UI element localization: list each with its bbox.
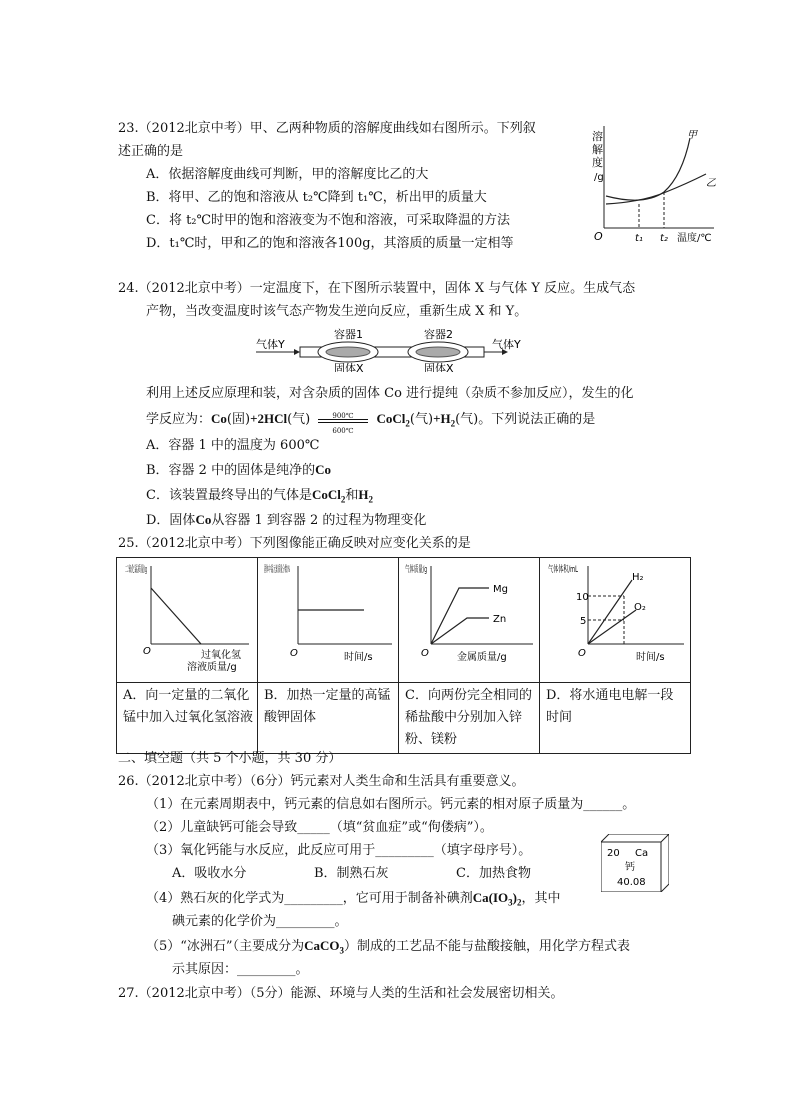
q25-graph-a <box>117 558 257 678</box>
svg-text:Mg: Mg <box>493 584 508 595</box>
q23-option-c: C．将 t₂℃时甲的饱和溶液变为不饱和溶液，可采取降温的方法 <box>146 213 511 228</box>
svg-text:H₂: H₂ <box>632 572 644 583</box>
q24-solid2-label: 固体X <box>424 362 454 372</box>
svg-text:O: O <box>578 648 586 659</box>
svg-text:溶液质量/g: 溶液质量/g <box>187 662 237 673</box>
q24-option-c: C．该装置最终导出的气体是CoCl$_2$和$H_2$ <box>146 487 373 505</box>
q26-part4-line2: 碘元素的化学价为_________。 <box>172 914 348 929</box>
q23-option-d: D．t₁℃时，甲和乙的饱和溶液各100g，其溶质的质量一定相等 <box>146 236 514 251</box>
q25-graph-c-zn-line <box>431 618 489 644</box>
q26-element-symbol: Ca <box>635 848 649 859</box>
q23-option-a: A．依据溶解度曲线可判断，甲的溶解度比乙的大 <box>146 167 429 182</box>
q23-curve-yi-label: 乙 <box>706 178 716 189</box>
svg-text:过氧化氢: 过氧化氢 <box>201 650 241 661</box>
q25-graph-d-h2-line <box>588 580 632 644</box>
svg-text:O₂: O₂ <box>634 602 646 613</box>
svg-text:时间/s: 时间/s <box>636 652 665 663</box>
svg-text:O: O <box>143 646 151 657</box>
q24-gas-out-label: 气体Y <box>492 338 521 351</box>
q25-graph-c <box>399 558 539 678</box>
q23-ylabel-char4: /g <box>594 172 604 183</box>
q26-part3-option-b: B．制熟石灰 <box>314 866 389 881</box>
q25-graph-d-o2-line <box>588 610 636 644</box>
q24-eq-cocl2: CoCl <box>376 411 406 426</box>
q24-eq-co: Co <box>211 411 227 426</box>
svg-text:气体体积/mL: 气体体积/mL <box>548 565 601 575</box>
q24-eq-reversible-arrow: $\frac{900℃}{600℃}$ <box>314 411 372 429</box>
q23-ylabel-char1: 溶 <box>592 130 603 143</box>
q25-graph-a-line <box>151 588 201 644</box>
q25-graph-b <box>258 558 398 678</box>
q26-periodic-table-cell <box>601 834 669 892</box>
svg-text:10: 10 <box>576 592 589 603</box>
q26-stem: 26.（2012北京中考）（6分）钙元素对人类生命和生活具有重要意义。 <box>118 774 525 789</box>
q23-stem-line2: 述正确的是 <box>118 144 184 159</box>
q23-curve-jia-label: 甲 <box>687 130 697 141</box>
q25-caption-d: D．将水通电电解一段时间 <box>540 683 691 754</box>
q25-stem: 25.（2012北京中考）下列图像能正确反映对应变化关系的是 <box>118 536 471 551</box>
q23-option-b: B．将甲、乙的饱和溶液从 t₂℃降到 t₁℃，析出甲的质量大 <box>146 190 487 205</box>
q24-eq-hcl: +2HCl <box>250 411 288 426</box>
q26-part3-option-c: C．加热食物 <box>456 866 531 881</box>
q26-atomic-number: 20 <box>607 848 620 859</box>
q26-part2: （2）儿童缺钙可能会导致_____（填“贫血症”或“佝偻病”）。 <box>146 820 493 835</box>
q25-graph-d <box>540 558 690 678</box>
q24-option-b: B．容器 2 中的固体是纯净的Co <box>146 462 331 478</box>
q24-stem-line2: 产物，当改变温度时该气态产物发生逆向反应，重新生成 X 和 Y。 <box>146 304 528 319</box>
q23-solubility-graph <box>582 124 718 248</box>
q26-part3-option-a: A．吸收水分 <box>172 866 247 881</box>
svg-text:O: O <box>290 648 298 659</box>
q26-part5-line1: （5）“冰洲石”（主要成分为CaCO$_3$）制成的工艺品不能与盐酸接触，用化学方程式表 <box>146 938 630 956</box>
q23-ylabel-char2: 解 <box>592 143 603 156</box>
q24-gas-in-label: 气体Y <box>256 338 285 351</box>
q26-atomic-mass: 40.08 <box>617 877 646 888</box>
q24-stem-line1: 24.（2012北京中考）一定温度下，在下图所示装置中，固体 X 与气体 Y 反应。生成气态 <box>118 281 636 296</box>
q24-container1-label: 容器1 <box>334 328 363 341</box>
q25-caption-b: B．加热一定量的高锰酸钾固体 <box>258 683 399 754</box>
svg-text:固体中锰元素质量分数/%: 固体中锰元素质量分数/% <box>264 565 366 575</box>
q26-part1: （1）在元素周期表中，钙元素的信息如右图所示。钙元素的相对原子质量为______。 <box>146 797 636 812</box>
q27-stem: 27.（2012北京中考）（5分）能源、环境与人类的生活和社会发展密切相关。 <box>118 986 564 1001</box>
q26-part5-line2: 示其原因：_________。 <box>172 962 309 977</box>
q25-table <box>116 557 691 754</box>
q25-caption-a: A．向一定量的二氧化锰中加入过氧化氢溶液 <box>117 683 258 754</box>
svg-text:时间/s: 时间/s <box>344 652 373 663</box>
q24-option-a: A．容器 1 中的温度为 600℃ <box>146 438 320 453</box>
q24-container2-label: 容器2 <box>424 328 453 341</box>
q25-graph-c-mg-line <box>431 588 489 644</box>
q26-part3: （3）氧化钙能与水反应，此反应可用于_________（填字母序号）。 <box>146 843 532 858</box>
q24-apparatus-diagram <box>252 326 542 372</box>
q24-solid2 <box>416 347 460 357</box>
q26-part4-line1: （4）熟石灰的化学式为_________，它可用于制备补碘剂$Ca(IO_3)_2$，其中 <box>146 890 561 908</box>
svg-text:O: O <box>421 648 429 659</box>
q23-curve-jia <box>606 138 690 200</box>
q23-t1-label: t₁ <box>635 233 643 244</box>
svg-text:金属质量/g: 金属质量/g <box>457 652 507 663</box>
svg-text:5: 5 <box>580 616 587 627</box>
q23-stem-line1: 23.（2012北京中考）甲、乙两种物质的溶解度曲线如右图所示。下列叙 <box>118 121 536 136</box>
svg-text:Zn: Zn <box>493 614 507 625</box>
q24-equation-line: 学反应为：Co(固)+2HCl(气) $\frac{900℃}{600℃}$ CoCl$_2$(气)$+H_2$(气)。下列说法正确的是 <box>146 411 596 435</box>
q25-caption-c: C．向两份完全相同的稀盐酸中分别加入锌粉、镁粉 <box>399 683 540 754</box>
q26-element-name: 钙 <box>625 862 635 873</box>
q24-solid1 <box>326 347 370 357</box>
q24-solid1-label: 固体X <box>334 362 364 372</box>
q23-xlabel: 温度/℃ <box>677 233 712 244</box>
q24-eq-h2: +H <box>433 411 451 426</box>
q23-ylabel-char3: 度 <box>592 156 603 169</box>
q24-paragraph-line1: 利用上述反应原理和装，对含杂质的固体 Co 进行提纯（杂质不参加反应），发生的化 <box>146 386 634 401</box>
q24-option-d: D．固体Co从容器 1 到容器 2 的过程为物理变化 <box>146 512 427 528</box>
q23-t2-label: t₂ <box>660 233 668 244</box>
svg-text:气体质量/g: 气体质量/g <box>405 565 450 575</box>
q23-origin: O <box>594 230 603 243</box>
section-2-heading: 二、填空题（共 5 个小题，共 30 分） <box>118 751 342 766</box>
q25-graph-a-ylabel: 二氧化锰质量/g <box>125 565 188 575</box>
